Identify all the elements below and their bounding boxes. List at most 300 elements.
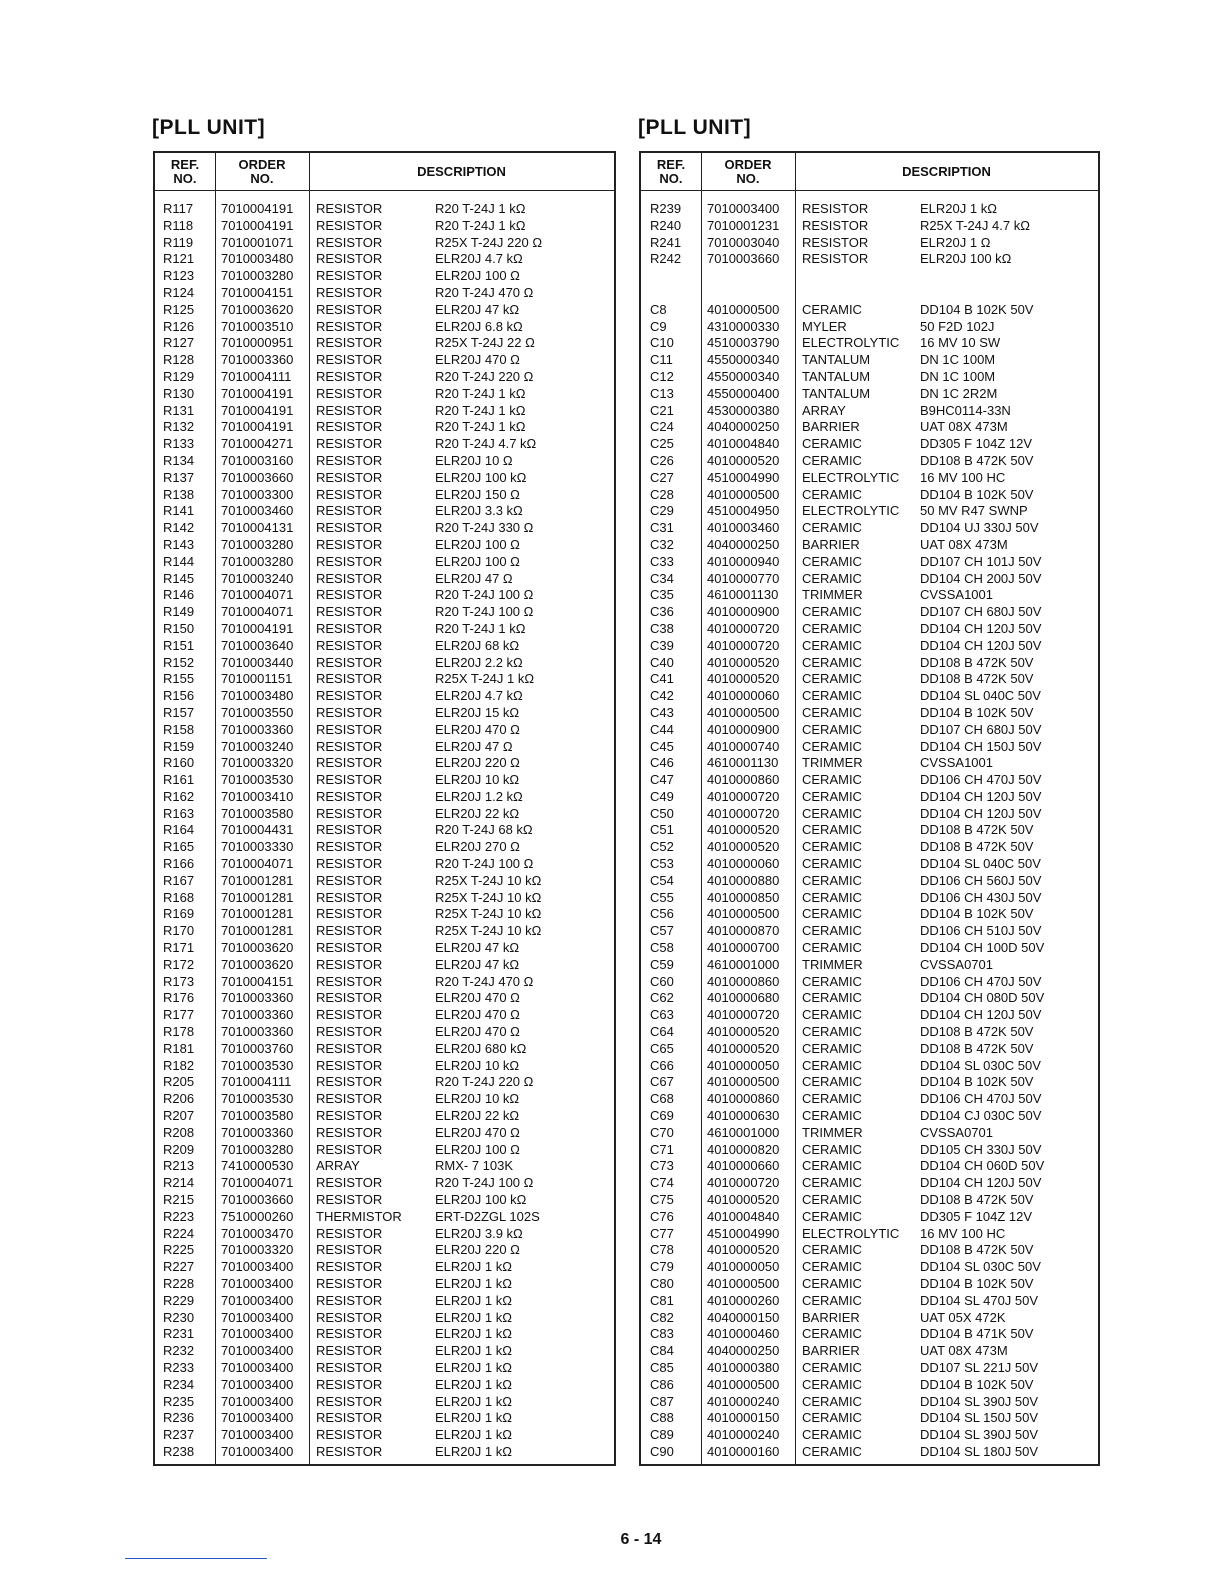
table-row <box>155 1226 614 1243</box>
ref-no-cell: C45 <box>650 738 674 754</box>
table-row <box>641 453 1098 470</box>
order-no-cell: 4010000160 <box>707 1443 780 1459</box>
order-no-cell: 4010004840 <box>707 1208 780 1224</box>
part-value-cell: DD106 CH 470J 50V <box>920 973 1042 989</box>
part-value-cell: ELR20J 470 Ω <box>435 1024 520 1040</box>
ref-no-cell: R155 <box>163 671 195 687</box>
ref-no-cell: C74 <box>650 1175 674 1191</box>
table-row <box>155 1377 614 1394</box>
order-no-cell: 4010000680 <box>707 990 780 1006</box>
order-no-cell: 7010001151 <box>221 671 293 687</box>
parts-table-left <box>153 151 616 1466</box>
part-value-cell: DD108 B 472K 50V <box>920 822 1034 838</box>
part-value-cell: DD107 CH 680J 50V <box>920 604 1042 620</box>
table-row <box>155 940 614 957</box>
table-row <box>641 487 1098 504</box>
part-type-cell: RESISTOR <box>316 772 383 788</box>
table-row <box>641 201 1098 218</box>
ref-no-cell: C8 <box>650 301 667 317</box>
part-value-cell: ELR20J 47 kΩ <box>435 956 520 972</box>
part-value-cell: ELR20J 470 Ω <box>435 721 520 737</box>
order-no-cell: 7010003400 <box>707 201 780 216</box>
order-no-cell: 4510004990 <box>707 1225 780 1241</box>
ref-no-cell: C78 <box>650 1242 674 1258</box>
part-type-cell: RESISTOR <box>316 503 383 519</box>
table-row <box>155 503 614 520</box>
order-no-cell: 7010003620 <box>221 940 294 956</box>
ref-no-cell: C44 <box>650 721 674 737</box>
table-row <box>641 419 1098 436</box>
table-row <box>641 1444 1098 1461</box>
part-value-cell: 16 MV 100 HC <box>920 1225 1006 1241</box>
part-type-cell: TRIMMER <box>802 587 863 603</box>
order-no-cell: 7010003360 <box>221 352 294 368</box>
part-type-cell: BARRIER <box>802 419 860 435</box>
part-type-cell: CERAMIC <box>802 1057 862 1073</box>
part-type-cell: ARRAY <box>802 402 846 418</box>
ref-no-cell: C40 <box>650 654 674 670</box>
order-no-cell: 7010001281 <box>221 906 294 922</box>
ref-no-cell: C35 <box>650 587 674 603</box>
order-no-cell: 7010004071 <box>221 1175 294 1191</box>
part-type-cell: CERAMIC <box>802 738 862 754</box>
ref-no-cell: C80 <box>650 1276 674 1291</box>
order-no-cell: 4040000250 <box>707 536 780 552</box>
part-type-cell: RESISTOR <box>316 1259 383 1275</box>
order-no-cell: 4010004840 <box>707 436 780 452</box>
ref-no-cell: R206 <box>163 1091 195 1107</box>
part-value-cell: DD105 CH 330J 50V <box>920 1141 1042 1157</box>
table-row <box>155 1276 614 1293</box>
part-type-cell: RESISTOR <box>316 839 383 855</box>
order-no-cell: 7010004271 <box>221 436 294 452</box>
order-no-cell: 4010000520 <box>707 1024 780 1040</box>
part-type-cell: CERAMIC <box>802 654 862 670</box>
order-no-cell: 4610001130 <box>707 755 779 771</box>
table-row <box>155 1074 614 1091</box>
part-value-cell: R20 T-24J 100 Ω <box>435 856 534 872</box>
part-type-cell: RESISTOR <box>316 553 383 569</box>
order-no-cell: 7010003280 <box>221 536 294 552</box>
part-value-cell: DD104 CH 120J 50V <box>920 1007 1042 1023</box>
table-row <box>155 1360 614 1377</box>
ref-no-cell: C65 <box>650 1040 674 1056</box>
ref-no-cell: R176 <box>163 990 195 1006</box>
table-row <box>641 520 1098 537</box>
header-divider <box>641 190 1098 191</box>
part-type-cell: RESISTOR <box>316 688 383 704</box>
table-row <box>641 940 1098 957</box>
table-row <box>641 503 1098 520</box>
ref-no-cell: R236 <box>163 1410 195 1426</box>
table-row <box>641 1427 1098 1444</box>
part-type-cell: RESISTOR <box>316 1024 383 1040</box>
ref-no-cell: R127 <box>163 335 195 351</box>
part-value-cell: DD108 B 472K 50V <box>920 1192 1034 1208</box>
order-no-cell: 7010003440 <box>221 654 294 670</box>
table-row <box>155 722 614 739</box>
order-no-cell: 4010000860 <box>707 973 780 989</box>
part-value-cell: R25X T-24J 10 kΩ <box>435 923 542 939</box>
order-no-cell: 7010004151 <box>221 284 294 300</box>
part-type-cell: RESISTOR <box>316 284 383 300</box>
part-type-cell: CERAMIC <box>802 923 862 939</box>
table-row <box>641 1259 1098 1276</box>
ref-no-cell: R208 <box>163 1124 195 1140</box>
ref-no-cell: C42 <box>650 688 674 704</box>
ref-no-cell: R125 <box>163 301 195 317</box>
ref-no-cell: R138 <box>163 486 195 502</box>
order-no-cell: 4010000500 <box>707 1074 780 1090</box>
part-value-cell: DD104 UJ 330J 50V <box>920 520 1039 536</box>
part-value-cell: ELR20J 2.2 kΩ <box>435 654 523 670</box>
table-row <box>641 554 1098 571</box>
order-no-cell: 7010004131 <box>221 520 294 536</box>
ref-no-cell: C9 <box>650 318 667 334</box>
part-value-cell: 50 F2D 102J <box>920 318 995 334</box>
part-type-cell: RESISTOR <box>316 1292 383 1308</box>
part-value-cell: ELR20J 1 kΩ <box>435 1393 512 1409</box>
table-row <box>641 1226 1098 1243</box>
parts-table-right <box>639 151 1100 1466</box>
ref-no-cell: C83 <box>650 1326 674 1342</box>
table-row <box>641 403 1098 420</box>
order-no-cell: 7010003360 <box>221 1124 294 1140</box>
table-row <box>155 1175 614 1192</box>
part-value-cell: ELR20J 1 kΩ <box>435 1292 512 1308</box>
part-type-cell: RESISTOR <box>316 788 383 804</box>
order-no-cell: 7010003360 <box>221 990 294 1006</box>
part-type-cell: CERAMIC <box>802 486 862 502</box>
order-no-cell: 7010003400 <box>221 1376 294 1392</box>
part-value-cell: ELR20J 1 kΩ <box>435 1326 512 1342</box>
ref-no-cell: R178 <box>163 1024 195 1040</box>
table-row <box>641 470 1098 487</box>
ref-no-cell: C49 <box>650 788 674 804</box>
part-value-cell: R20 T-24J 100 Ω <box>435 1175 534 1191</box>
part-type-cell: ELECTROLYTIC <box>802 469 900 485</box>
ref-no-cell: C62 <box>650 990 674 1006</box>
part-type-cell: RESISTOR <box>316 872 383 888</box>
part-value-cell: DN 1C 2R2M <box>920 385 998 401</box>
ref-no-cell: R141 <box>163 503 195 519</box>
part-type-cell: CERAMIC <box>802 940 862 956</box>
part-value-cell: DD104 B 102K 50V <box>920 1276 1034 1291</box>
ref-no-cell: R132 <box>163 419 195 435</box>
ref-no-cell: C86 <box>650 1376 674 1392</box>
part-type-cell: CERAMIC <box>802 990 862 1006</box>
part-type-cell: RESISTOR <box>802 251 869 267</box>
part-type-cell: RESISTOR <box>316 335 383 351</box>
order-no-cell: 4010000500 <box>707 1276 780 1291</box>
part-type-cell: TRIMMER <box>802 755 863 771</box>
ref-no-cell: C89 <box>650 1427 674 1443</box>
ref-no-cell: R131 <box>163 402 195 418</box>
ref-no-cell: C60 <box>650 973 674 989</box>
ref-no-cell: C29 <box>650 503 674 519</box>
part-type-cell: CERAMIC <box>802 301 862 317</box>
part-value-cell: ELR20J 100 Ω <box>435 1141 520 1157</box>
ref-no-cell: C24 <box>650 419 674 435</box>
order-no-cell: 7010004191 <box>221 385 294 401</box>
order-no-cell: 4010000720 <box>707 805 780 821</box>
part-value-cell: R25X T-24J 10 kΩ <box>435 906 542 922</box>
table-row <box>641 1158 1098 1175</box>
table-row <box>641 1242 1098 1259</box>
table-row <box>155 436 614 453</box>
part-type-cell: RESISTOR <box>316 385 383 401</box>
part-value-cell: ELR20J 1 kΩ <box>435 1376 512 1392</box>
table-row <box>641 856 1098 873</box>
part-value-cell: DD104 SL 030C 50V <box>920 1057 1041 1073</box>
table-row <box>155 470 614 487</box>
part-value-cell: R25X T-24J 4.7 kΩ <box>920 217 1030 233</box>
ref-no-cell: R161 <box>163 772 195 788</box>
order-no-cell: 7010003360 <box>221 721 294 737</box>
ref-no-cell: R205 <box>163 1074 195 1090</box>
order-no-cell: 4010000740 <box>707 738 780 754</box>
order-no-cell: 4010000240 <box>707 1427 780 1443</box>
table-row <box>155 537 614 554</box>
part-value-cell: ELR20J 4.7 kΩ <box>435 251 523 267</box>
part-value-cell: UAT 08X 473M <box>920 419 1008 435</box>
header-description: DESCRIPTION <box>902 163 991 179</box>
part-type-cell: RESISTOR <box>316 1040 383 1056</box>
table-row <box>641 957 1098 974</box>
ref-no-cell: C34 <box>650 570 674 586</box>
part-value-cell: CVSSA1001 <box>920 755 993 771</box>
table-row <box>641 722 1098 739</box>
table-row <box>155 1242 614 1259</box>
order-no-cell: 7010001281 <box>221 889 294 905</box>
table-row <box>641 655 1098 672</box>
part-type-cell: RESISTOR <box>316 1242 383 1258</box>
part-type-cell: CERAMIC <box>802 839 862 855</box>
part-type-cell: TANTALUM <box>802 385 871 401</box>
part-type-cell: CERAMIC <box>802 1259 862 1275</box>
part-value-cell: DN 1C 100M <box>920 352 996 368</box>
order-no-cell: 7510000260 <box>221 1208 294 1224</box>
order-no-cell: 4010000500 <box>707 906 780 922</box>
table-row <box>641 1024 1098 1041</box>
table-row <box>641 436 1098 453</box>
part-value-cell: ELR20J 22 kΩ <box>435 1108 520 1124</box>
part-type-cell: RESISTOR <box>316 368 383 384</box>
order-no-cell: 4550000340 <box>707 368 780 384</box>
order-no-cell: 4010000260 <box>707 1292 780 1308</box>
order-no-cell: 7010003400 <box>221 1309 294 1325</box>
ref-no-cell: R213 <box>163 1158 195 1174</box>
part-value-cell: DD104 CH 150J 50V <box>920 738 1042 754</box>
part-type-cell: CERAMIC <box>802 872 862 888</box>
part-value-cell: DD104 SL 030C 50V <box>920 1259 1041 1275</box>
table-row <box>155 974 614 991</box>
part-value-cell: R25X T-24J 10 kΩ <box>435 889 542 905</box>
order-no-cell: 7010001281 <box>221 923 294 939</box>
part-value-cell: 50 MV R47 SWNP <box>920 503 1028 519</box>
table-row <box>641 1343 1098 1360</box>
order-no-cell: 7010003530 <box>221 1057 294 1073</box>
part-type-cell: RESISTOR <box>316 469 383 485</box>
ref-no-cell: R233 <box>163 1359 195 1375</box>
order-no-cell: 4010000060 <box>707 856 780 872</box>
part-value-cell: ELR20J 1 kΩ <box>435 1343 512 1359</box>
part-value-cell: ELR20J 1 kΩ <box>435 1276 512 1291</box>
part-value-cell: B9HC0114-33N <box>920 402 1011 418</box>
part-value-cell: ELR20J 3.3 kΩ <box>435 503 523 519</box>
order-no-cell: 7010004191 <box>221 402 294 418</box>
part-type-cell: RESISTOR <box>802 234 869 250</box>
part-type-cell: CERAMIC <box>802 1074 862 1090</box>
ref-no-cell: C63 <box>650 1007 674 1023</box>
part-value-cell: 16 MV 10 SW <box>920 335 1001 351</box>
table-row <box>641 587 1098 604</box>
table-row <box>641 352 1098 369</box>
table-row <box>641 1041 1098 1058</box>
part-value-cell: DD104 B 102K 50V <box>920 1376 1034 1392</box>
table-row <box>641 1007 1098 1024</box>
order-no-cell: 4010000380 <box>707 1359 780 1375</box>
part-type-cell: TRIMMER <box>802 1124 863 1140</box>
part-type-cell: RESISTOR <box>316 234 383 250</box>
ref-no-cell: C59 <box>650 956 674 972</box>
table-row <box>641 839 1098 856</box>
part-value-cell: R20 T-24J 220 Ω <box>435 368 534 384</box>
part-value-cell: R20 T-24J 1 kΩ <box>435 402 526 418</box>
ref-no-cell: R118 <box>163 217 194 233</box>
table-row <box>155 1444 614 1461</box>
part-type-cell: RESISTOR <box>316 1091 383 1107</box>
order-no-cell: 4010000880 <box>707 872 780 888</box>
part-value-cell: DD107 CH 101J 50V <box>920 553 1042 569</box>
part-value-cell: DD104 B 102K 50V <box>920 301 1034 317</box>
table-row <box>641 1142 1098 1159</box>
part-type-cell: RESISTOR <box>316 1141 383 1157</box>
part-type-cell: CERAMIC <box>802 688 862 704</box>
table-row <box>155 419 614 436</box>
part-value-cell: DD104 CH 120J 50V <box>920 637 1042 653</box>
table-row <box>155 822 614 839</box>
ref-no-cell: C38 <box>650 620 674 636</box>
part-value-cell: DD104 CJ 030C 50V <box>920 1108 1042 1124</box>
table-row <box>641 1192 1098 1209</box>
part-value-cell: DD108 B 472K 50V <box>920 1242 1034 1258</box>
part-type-cell: CERAMIC <box>802 1040 862 1056</box>
part-type-cell: CERAMIC <box>802 906 862 922</box>
order-no-cell: 7010003240 <box>221 570 294 586</box>
part-type-cell: RESISTOR <box>316 318 383 334</box>
part-type-cell: RESISTOR <box>316 251 383 267</box>
header-order-no: ORDER NO. <box>238 156 286 186</box>
table-row <box>155 1058 614 1075</box>
ref-no-cell: C26 <box>650 452 674 468</box>
order-no-cell: 4010000720 <box>707 637 780 653</box>
part-type-cell: RESISTOR <box>316 486 383 502</box>
part-value-cell: R25X T-24J 1 kΩ <box>435 671 535 687</box>
part-type-cell: TRIMMER <box>802 956 863 972</box>
part-value-cell: ELR20J 470 Ω <box>435 352 520 368</box>
order-no-cell: 4010000720 <box>707 788 780 804</box>
part-value-cell: CVSSA0701 <box>920 956 993 972</box>
table-row <box>155 1125 614 1142</box>
part-type-cell: CERAMIC <box>802 1376 862 1392</box>
ref-no-cell: R215 <box>163 1192 195 1208</box>
part-type-cell: CERAMIC <box>802 1242 862 1258</box>
ref-no-cell: R137 <box>163 469 195 485</box>
order-no-cell: 7010003400 <box>221 1410 294 1426</box>
section-title-right: [PLL UNIT] <box>638 116 752 139</box>
part-type-cell: RESISTOR <box>316 536 383 552</box>
ref-no-cell: R145 <box>163 570 195 586</box>
part-value-cell: DD104 SL 180J 50V <box>920 1443 1039 1459</box>
part-value-cell: DD104 B 102K 50V <box>920 704 1034 720</box>
part-value-cell: ELR20J 470 Ω <box>435 1124 520 1140</box>
table-row <box>155 1394 614 1411</box>
part-type-cell: CERAMIC <box>802 1091 862 1107</box>
table-row <box>155 218 614 235</box>
part-value-cell: ELR20J 220 Ω <box>435 1242 520 1258</box>
order-no-cell: 7010004071 <box>221 856 294 872</box>
part-type-cell: CERAMIC <box>802 604 862 620</box>
part-value-cell: ELR20J 10 kΩ <box>435 1057 520 1073</box>
table-row <box>155 856 614 873</box>
part-value-cell: ELR20J 100 Ω <box>435 268 520 284</box>
ref-no-cell: R160 <box>163 755 195 771</box>
part-type-cell: CERAMIC <box>802 1410 862 1426</box>
ref-no-cell: C51 <box>650 822 674 838</box>
order-no-cell: 7010004191 <box>221 419 294 435</box>
table-row <box>641 571 1098 588</box>
ref-no-cell: C82 <box>650 1309 674 1325</box>
table-row <box>155 1007 614 1024</box>
table-row <box>641 739 1098 756</box>
table-row <box>155 1343 614 1360</box>
part-type-cell: RESISTOR <box>316 1192 383 1208</box>
part-value-cell: DD106 CH 430J 50V <box>920 889 1042 905</box>
part-type-cell: CERAMIC <box>802 973 862 989</box>
ref-no-cell: R237 <box>163 1427 195 1443</box>
order-no-cell: 4010000520 <box>707 839 780 855</box>
order-no-cell: 4040000250 <box>707 1343 780 1359</box>
ref-no-cell: R165 <box>163 839 195 855</box>
part-value-cell: DD107 CH 680J 50V <box>920 721 1042 737</box>
table-row <box>155 1108 614 1125</box>
order-no-cell: 4610001130 <box>707 587 779 603</box>
table-row <box>641 285 1098 302</box>
ref-no-cell: C36 <box>650 604 674 620</box>
table-row <box>641 789 1098 806</box>
part-value-cell: ELR20J 1 kΩ <box>435 1443 512 1459</box>
part-value-cell: R25X T-24J 220 Ω <box>435 234 543 250</box>
table-row <box>641 251 1098 268</box>
ref-no-cell: R169 <box>163 906 195 922</box>
table-row <box>155 201 614 218</box>
part-value-cell: ELR20J 1 kΩ <box>435 1309 512 1325</box>
order-no-cell: 7010003400 <box>221 1292 294 1308</box>
table-row <box>155 806 614 823</box>
ref-no-cell: R177 <box>163 1007 195 1023</box>
ref-no-cell: C56 <box>650 906 674 922</box>
part-value-cell: DD104 CH 100D 50V <box>920 940 1045 956</box>
ref-no-cell: C33 <box>650 553 674 569</box>
table-body <box>155 201 614 1461</box>
part-value-cell: DD108 B 472K 50V <box>920 1040 1034 1056</box>
part-type-cell: RESISTOR <box>316 1343 383 1359</box>
table-row <box>641 1091 1098 1108</box>
order-no-cell: 7010003300 <box>221 486 294 502</box>
part-value-cell: DN 1C 100M <box>920 368 996 384</box>
part-type-cell: CERAMIC <box>802 1141 862 1157</box>
